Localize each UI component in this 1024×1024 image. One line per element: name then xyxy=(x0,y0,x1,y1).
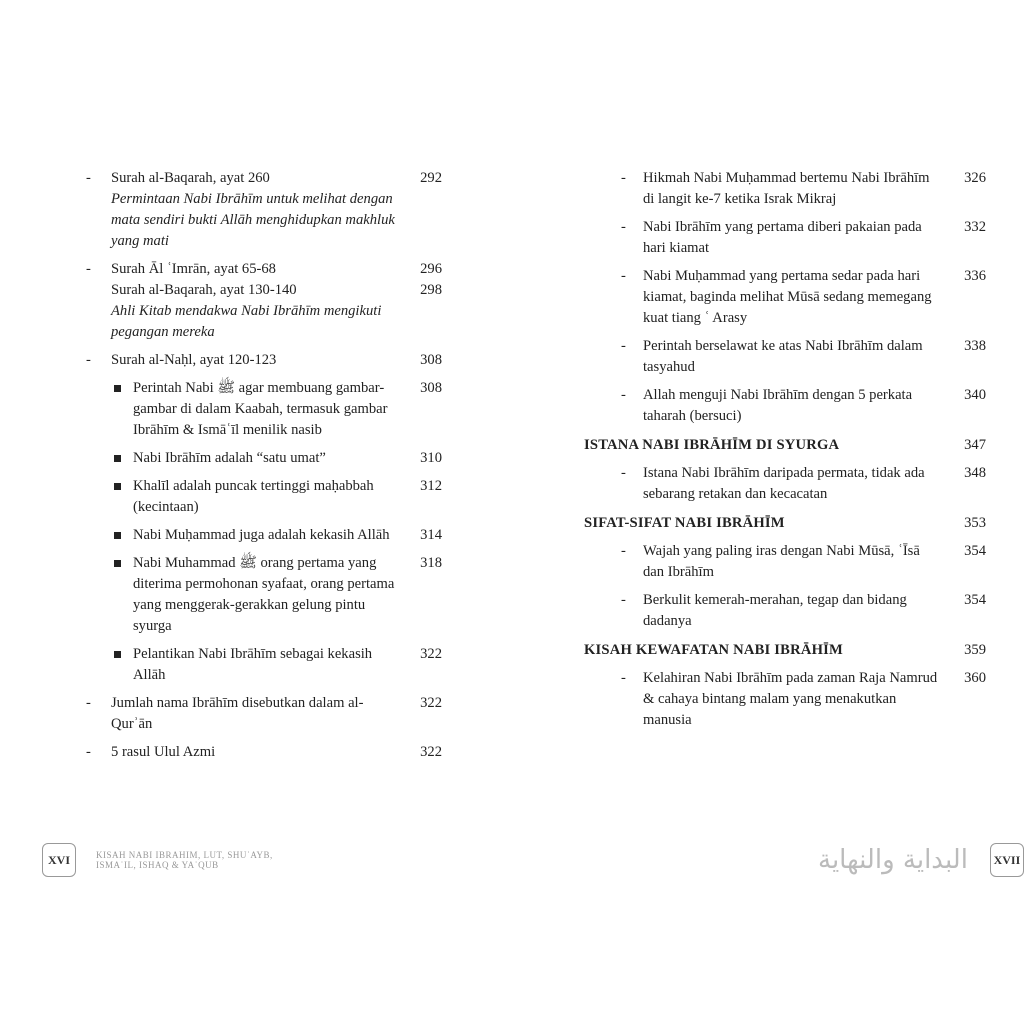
toc-page-number: 326 xyxy=(964,170,986,186)
toc-entry-title: Surah al-Naḥl, ayat 120-123 xyxy=(111,352,277,368)
bullet-dash: - xyxy=(621,592,626,608)
toc-entry-title: Surah al-Baqarah, ayat 260 xyxy=(111,170,270,186)
toc-entry-title: Nabi Muhammad ﷺ orang pertama yang diterima permohonan syafaat, orang pertama yang menggerak-gerakkan gelung pintu syurga xyxy=(133,555,395,634)
bullet-dash: - xyxy=(86,744,91,760)
toc-page-number: 332 xyxy=(964,219,986,235)
bullet-dash: - xyxy=(86,695,91,711)
book-logo: البداية والنهاية xyxy=(818,845,968,875)
toc-entry xyxy=(86,350,442,371)
toc-page-number: 336 xyxy=(964,268,986,284)
running-title: KISAH NABI IBRAHIM, LUT, SHUʿAYB, ISMAʿIL, ISHAQ & YAʿQUB xyxy=(96,850,273,870)
toc-page-number: 308 xyxy=(420,380,442,396)
bullet-dash: - xyxy=(621,387,626,403)
toc-page-number: 353 xyxy=(964,515,986,531)
toc-page-number: 354 xyxy=(964,543,986,559)
toc-page-number: 310 xyxy=(420,450,442,466)
toc-entry-title: Perintah Nabi ﷺ agar membuang gambar-gambar di dalam Kaabah, termasuk gambar Ibrāhīm & Ismāʿīl menilik nasib xyxy=(133,380,388,438)
toc-entry-title: Wajah yang paling iras dengan Nabi Mūsā, ʿĪsā dan Ibrāhīm xyxy=(643,543,920,580)
toc-entry xyxy=(86,693,442,735)
toc-entry-title: Allah menguji Nabi Ibrāhīm dengan 5 perkata taharah (bersuci) xyxy=(643,387,913,424)
bullet-dash: - xyxy=(621,338,626,354)
bullet-dash: - xyxy=(86,261,91,277)
left-toc-list xyxy=(86,168,442,763)
toc-page-number: 312 xyxy=(420,478,442,494)
bullet-dash: - xyxy=(621,170,626,186)
toc-entry-title: ISTANA NABI IBRĀHĪM DI SYURGA xyxy=(584,437,840,453)
toc-page-number: 340 xyxy=(964,387,986,403)
toc-entry-title: Nabi Muḥammad juga adalah kekasih Allāh xyxy=(133,527,390,543)
toc-entry xyxy=(584,463,986,505)
right-footer xyxy=(818,843,1024,877)
toc-entry-title: Nabi Ibrāhīm yang pertama diberi pakaian pada hari kiamat xyxy=(643,219,922,256)
toc-entry-title: Perintah berselawat ke atas Nabi Ibrāhīm dalam tasyahud xyxy=(643,338,923,375)
page-number-badge: XVI xyxy=(42,843,76,877)
toc-section-heading xyxy=(584,435,986,456)
toc-entry-title: Surah al-Baqarah, ayat 130-140 xyxy=(111,282,297,298)
toc-entry-title: Nabi Ibrāhīm adalah “satu umat” xyxy=(133,450,326,466)
square-bullet-icon xyxy=(114,560,121,567)
toc-entry-title: 5 rasul Ulul Azmi xyxy=(111,744,216,760)
bullet-dash: - xyxy=(86,170,91,186)
toc-page-number: 308 xyxy=(420,352,442,368)
square-bullet-icon xyxy=(114,651,121,658)
toc-entry-title: Kelahiran Nabi Ibrāhīm pada zaman Raja Namrud & cahaya bintang malam yang menakutkan manusia xyxy=(643,670,938,728)
toc-entry xyxy=(86,168,442,252)
toc-section-heading xyxy=(584,640,986,661)
square-bullet-icon xyxy=(114,455,121,462)
toc-entry xyxy=(584,266,986,329)
bullet-dash: - xyxy=(621,465,626,481)
toc-page-number: 296 xyxy=(420,261,442,277)
toc-entry-description: Permintaan Nabi Ibrāhīm untuk melihat dengan mata sendiri bukti Allāh menghidupkan makhluk yang mati xyxy=(111,191,395,249)
toc-entry xyxy=(86,644,442,686)
toc-entry xyxy=(86,476,442,518)
toc-entry xyxy=(584,217,986,259)
toc-entry-title: Surah Āl ʿImrān, ayat 65-68 xyxy=(111,261,276,277)
toc-entry xyxy=(86,448,442,469)
toc-entry-title: Jumlah nama Ibrāhīm disebutkan dalam al-Qurʾān xyxy=(111,695,364,732)
bullet-dash: - xyxy=(621,219,626,235)
toc-page-number: 359 xyxy=(964,642,986,658)
square-bullet-icon xyxy=(114,385,121,392)
bullet-dash: - xyxy=(621,543,626,559)
right-toc-list xyxy=(584,168,986,731)
toc-entry xyxy=(86,742,442,763)
bullet-dash: - xyxy=(621,670,626,686)
right-page xyxy=(512,0,1024,1024)
toc-page-number: 314 xyxy=(420,527,442,543)
toc-entry xyxy=(86,553,442,637)
toc-entry xyxy=(86,525,442,546)
toc-section-heading xyxy=(584,513,986,534)
toc-page-number: 348 xyxy=(964,465,986,481)
toc-entry-description: Ahli Kitab mendakwa Nabi Ibrāhīm mengikuti pegangan mereka xyxy=(111,303,382,340)
toc-page-number: 292 xyxy=(420,170,442,186)
toc-page-number: 347 xyxy=(964,437,986,453)
toc-entry xyxy=(86,259,442,280)
toc-entry xyxy=(584,385,986,427)
toc-entry-title: SIFAT-SIFAT NABI IBRĀHĪM xyxy=(584,515,785,531)
toc-entry xyxy=(86,280,442,343)
toc-entry-title: KISAH KEWAFATAN NABI IBRĀHĪM xyxy=(584,642,843,658)
toc-entry xyxy=(86,378,442,441)
toc-entry xyxy=(584,590,986,632)
toc-entry-title: Khalīl adalah puncak tertinggi maḥabbah (kecintaan) xyxy=(133,478,374,515)
toc-page-number: 322 xyxy=(420,744,442,760)
left-footer xyxy=(42,843,273,877)
toc-entry xyxy=(584,336,986,378)
page-number-badge: XVII xyxy=(990,843,1024,877)
toc-page-number: 322 xyxy=(420,695,442,711)
toc-page-number: 360 xyxy=(964,670,986,686)
square-bullet-icon xyxy=(114,532,121,539)
toc-entry-title: Nabi Muḥammad yang pertama sedar pada hari kiamat, baginda melihat Mūsā sedang memegang kuat tiang ʿ Arasy xyxy=(643,268,932,326)
toc-entry xyxy=(584,168,986,210)
toc-entry-title: Pelantikan Nabi Ibrāhīm sebagai kekasih Allāh xyxy=(133,646,373,683)
toc-entry-title: Istana Nabi Ibrāhīm daripada permata, tidak ada sebarang retakan dan kecacatan xyxy=(643,465,925,502)
toc-page-number: 322 xyxy=(420,646,442,662)
toc-entry xyxy=(584,668,986,731)
toc-page-number: 354 xyxy=(964,592,986,608)
toc-page-number: 338 xyxy=(964,338,986,354)
toc-page-number: 298 xyxy=(420,282,442,298)
toc-entry-title: Hikmah Nabi Muḥammad bertemu Nabi Ibrāhīm di langit ke-7 ketika Israk Mikraj xyxy=(643,170,930,207)
square-bullet-icon xyxy=(114,483,121,490)
toc-entry-title: Berkulit kemerah-merahan, tegap dan bidang dadanya xyxy=(643,592,907,629)
bullet-dash: - xyxy=(621,268,626,284)
toc-page-number: 318 xyxy=(420,555,442,571)
toc-entry xyxy=(584,541,986,583)
bullet-dash: - xyxy=(86,352,91,368)
